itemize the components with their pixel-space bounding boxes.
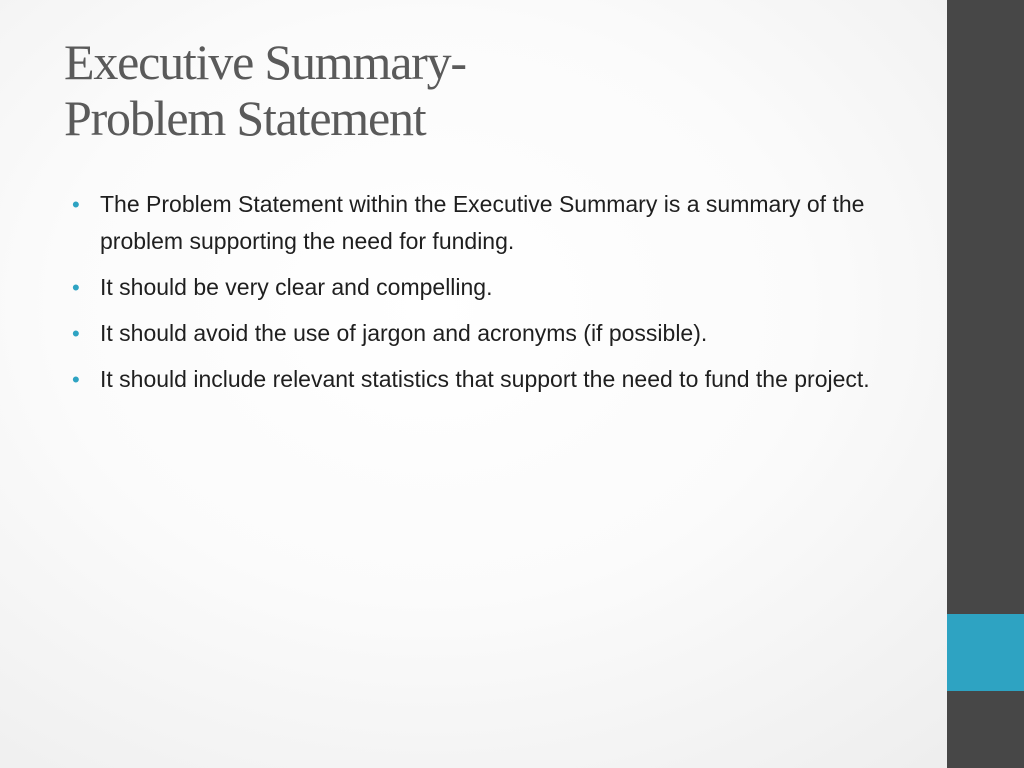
- bullet-item: [72, 186, 872, 260]
- bullet-text: It should avoid the use of jargon and acronyms (if possible).: [100, 320, 708, 346]
- bullet-item: [72, 361, 872, 398]
- bullet-dot-icon: •: [72, 367, 80, 392]
- bullet-dot-icon: •: [72, 192, 80, 217]
- title-line-2: Problem Statement: [64, 90, 426, 146]
- bullet-list: [72, 186, 872, 407]
- slide-title: [64, 34, 924, 146]
- title-line-1: Executive Summary-: [64, 34, 466, 90]
- bullet-dot-icon: •: [72, 275, 80, 300]
- bullet-item: [72, 315, 872, 352]
- bullet-item: [72, 269, 872, 306]
- bullet-text: The Problem Statement within the Executive Summary is a summary of the problem supporting the need for funding.: [100, 191, 865, 254]
- bullet-text: It should include relevant statistics that support the need to fund the project.: [100, 366, 870, 392]
- bullet-dot-icon: •: [72, 321, 80, 346]
- bullet-text: It should be very clear and compelling.: [100, 274, 493, 300]
- accent-block: [947, 614, 1024, 691]
